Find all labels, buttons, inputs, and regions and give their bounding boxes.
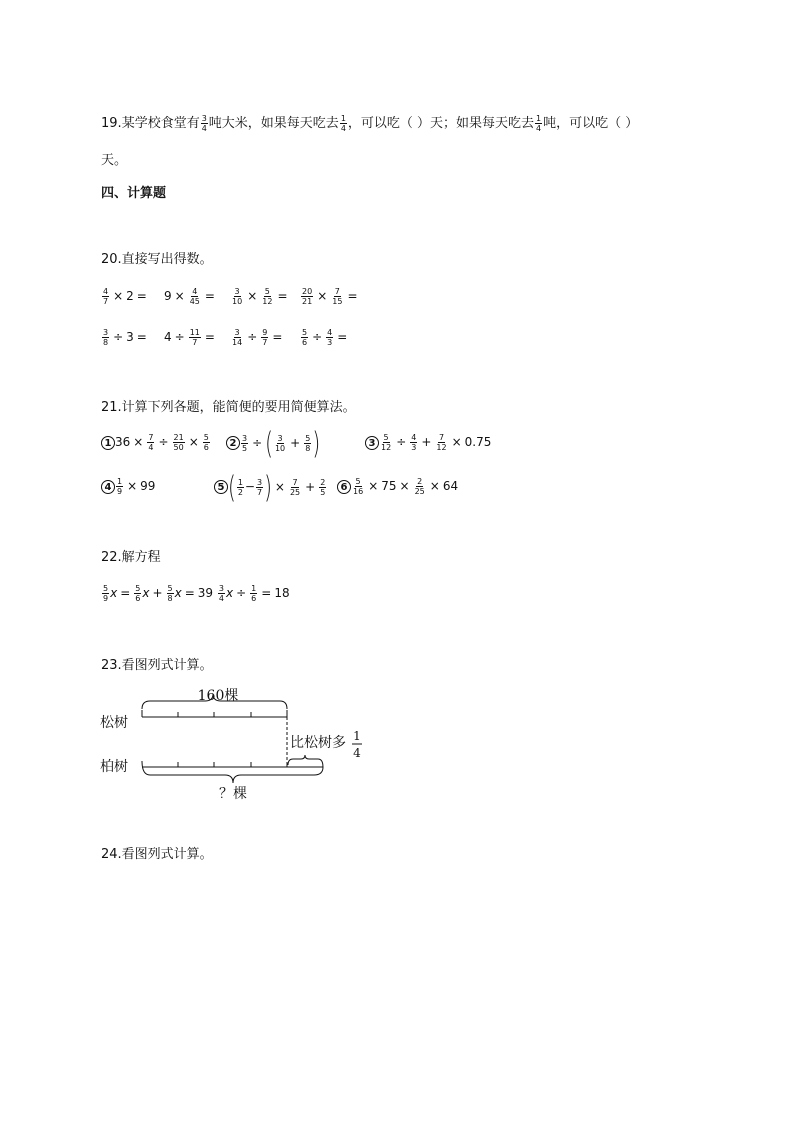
q19-number: 19. — [101, 116, 122, 131]
top-label: 160棵 — [197, 688, 239, 704]
q20-row1-item2: 9 × $\frac{4}{45}$ = — [164, 287, 215, 306]
q21-expr-6: 6 $\frac{5}{16}$ × 75 × $\frac{2}{25}$ × 64 — [337, 477, 458, 496]
section-heading: 四、计算题 — [101, 186, 167, 201]
circled-number-4: 4 — [101, 480, 115, 494]
q19-fraction-2: $\frac{1}{4}$ — [340, 114, 346, 133]
q19-text-1: 某学校食堂有 — [121, 116, 200, 131]
q19-text-3: ，可以吃（ ）天；如果每天吃去 — [347, 116, 535, 131]
q19-text-4: 吨，可以吃（ ） — [543, 116, 639, 131]
side-label: 比松树多 — [290, 735, 346, 751]
q21-expr-1: 1 36 × $\frac{7}{4}$ ÷ $\frac{21}{50}$ × $\frac{5}{6}$ — [101, 433, 211, 452]
circled-number-2: 2 — [226, 436, 240, 450]
q22-title: 22.解方程 — [101, 550, 161, 565]
q21-expr-2: 2 $\frac{3}{5}$ ÷ ( $\frac{3}{10}$ + $\frac{5}{8}$ ) — [226, 433, 320, 453]
cypress-label: 柏树 — [100, 759, 128, 775]
q20-row2-item4: $\frac{5}{6}$ ÷ $\frac{4}{3}$ = — [302, 328, 348, 347]
q20-row1-item4: $\frac{20}{21}$ × $\frac{7}{15}$ = — [302, 287, 358, 306]
q20-row1-item1: $\frac{4}{7}$ × 2 = — [103, 287, 147, 306]
q19-fraction-1: $\frac{3}{4}$ — [201, 114, 207, 133]
q20-row2-item3: $\frac{3}{14}$ ÷ $\frac{9}{7}$ = — [232, 328, 283, 347]
q20-row2-item1: $\frac{3}{8}$ ÷ 3 = — [103, 328, 147, 347]
q22-equations: $\frac{5}{9}$ x = $\frac{5}{6}$ x + $\frac{5}{8}$ x = 39 $\frac{3}{4}$ x ÷ $\frac{1}{6}$ = 18 — [103, 584, 290, 603]
q19-line2: 天。 — [101, 153, 128, 168]
pine-label: 松树 — [100, 715, 128, 731]
q19-fraction-3: $\frac{1}{4}$ — [536, 114, 542, 133]
bottom-brace — [142, 761, 323, 783]
circled-number-5: 5 — [214, 480, 228, 494]
segment-diagram — [100, 685, 400, 805]
side-fraction-numerator: 1 — [353, 729, 361, 743]
q21-title: 21.计算下列各题，能简便的要用简便算法。 — [101, 400, 356, 415]
q19-line1 — [101, 114, 638, 134]
bottom-label: ？棵 — [219, 786, 247, 802]
q21-expr-3: 3 $\frac{5}{12}$ ÷ $\frac{4}{3}$ + $\frac{7}{12}$ × 0.75 — [365, 433, 491, 452]
q20-row2-item2: 4 ÷ $\frac{11}{7}$ = — [164, 328, 215, 347]
q19-text-2: 吨大米，如果每天吃去 — [208, 116, 339, 131]
q20-title: 20.直接写出得数。 — [101, 252, 213, 267]
q20-row1-item3: $\frac{3}{10}$ × $\frac{5}{12}$ = — [232, 287, 288, 306]
side-fraction-denominator: 4 — [353, 746, 361, 760]
circled-number-1: 1 — [101, 436, 115, 450]
circled-number-3: 3 — [365, 436, 379, 450]
circled-number-6: 6 — [337, 480, 351, 494]
q21-expr-4: 4 $\frac{1}{9}$ × 99 — [101, 477, 155, 496]
q23-title: 23.看图列式计算。 — [101, 658, 213, 673]
q24-title: 24.看图列式计算。 — [101, 847, 213, 862]
q21-expr-5: 5 ( $\frac{1}{2}$ − $\frac{3}{7}$ ) × $\frac{7}{25}$ + $\frac{2}{5}$ — [214, 477, 327, 497]
extra-brace — [288, 755, 323, 767]
